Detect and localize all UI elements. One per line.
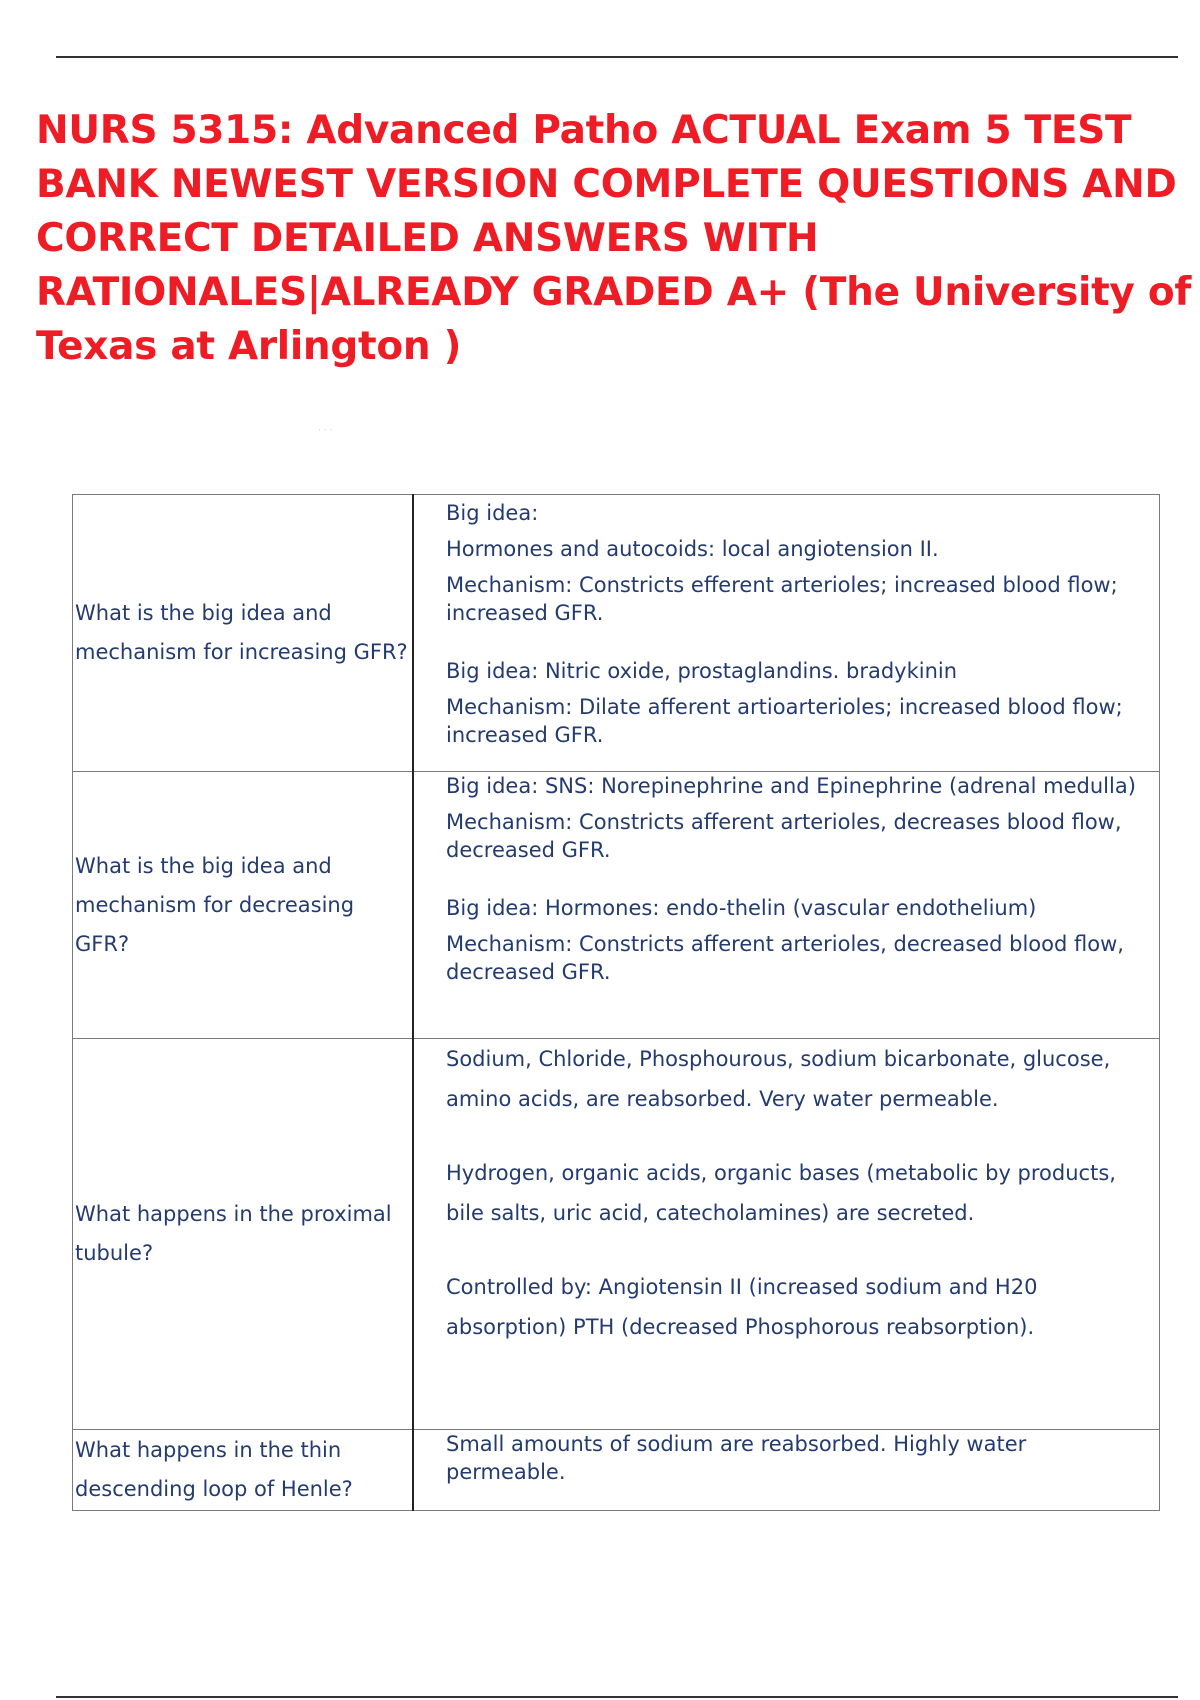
top-rule (56, 56, 1178, 58)
answer-line: Small amounts of sodium are reabsorbed. Highly water permeable. (446, 1432, 1027, 1484)
answer-line: Mechanism: Constricts efferent arterioles; increased blood flow; increased GFR. (446, 573, 1118, 625)
answer-line: Big idea: (446, 501, 539, 525)
bottom-rule (56, 1696, 1178, 1698)
qa-table (72, 494, 1160, 1511)
faint-mark: · · · (318, 426, 333, 436)
answer-cell (413, 495, 1160, 772)
table-row (73, 1039, 1160, 1430)
answer-line: Mechanism: Constricts afferent arterioles, decreases blood flow, decreased GFR. (446, 810, 1122, 862)
answer-line: Controlled by: Angiotensin II (increased sodium and H20 absorption) PTH (decreased Phosphorous reabsorption). (446, 1275, 1038, 1339)
answer-line: Big idea: SNS: Norepinephrine and Epinephrine (adrenal medulla) (446, 774, 1136, 798)
answer-line: Sodium, Chloride, Phosphourous, sodium bicarbonate, glucose, amino acids, are reabsorbed. Very water permeable. (446, 1047, 1111, 1111)
document-title: NURS 5315: Advanced Patho ACTUAL Exam 5 TEST BANK NEWEST VERSION COMPLETE QUESTIONS AND CORRECT DETAILED ANSWERS WITH RATIONALES|ALREADY GRADED A+ (The University of Texas at Arlington ) (36, 108, 1191, 369)
answer-cell (413, 1430, 1160, 1511)
table-row (73, 1430, 1160, 1511)
answer-line: Mechanism: Dilate afferent artioarterioles; increased blood flow; increased GFR. (446, 695, 1123, 747)
answer-line: Big idea: Nitric oxide, prostaglandins. bradykinin (446, 659, 958, 683)
answer-cell (413, 772, 1160, 1039)
question-cell: What is the big idea and mechanism for increasing GFR? (73, 495, 414, 772)
answer-cell (413, 1039, 1160, 1430)
question-cell: What happens in the proximal tubule? (73, 1039, 414, 1430)
answer-line: Hydrogen, organic acids, organic bases (metabolic by products, bile salts, uric acid, catecholamines) are secreted. (446, 1161, 1116, 1225)
question-cell: What happens in the thin descending loop of Henle? (73, 1430, 414, 1511)
answer-line: Hormones and autocoids: local angiotension II. (446, 537, 939, 561)
answer-line: Mechanism: Constricts afferent arterioles, decreased blood flow, decreased GFR. (446, 932, 1124, 984)
table-row (73, 772, 1160, 1039)
table-row (73, 495, 1160, 772)
question-cell: What is the big idea and mechanism for decreasing GFR? (73, 772, 414, 1039)
answer-line: Big idea: Hormones: endo-thelin (vascular endothelium) (446, 896, 1037, 920)
